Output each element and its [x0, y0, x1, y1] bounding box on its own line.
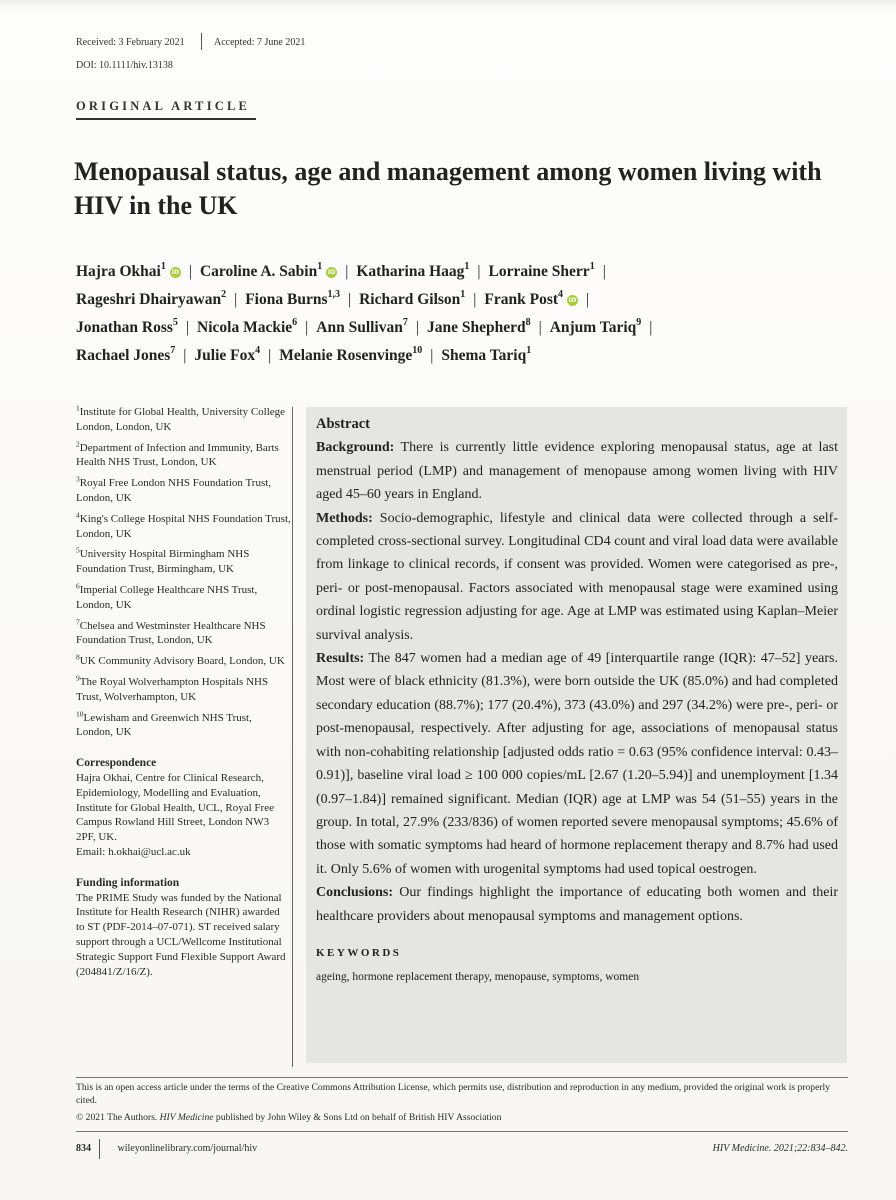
section-underline [76, 118, 256, 120]
keywords-list: ageing, hormone replacement therapy, menopause, symptoms, women [316, 971, 640, 984]
affiliation: $^9$The Royal Wolverhampton Hospitals NHS Trust, Wolverhampton, UK [76, 673, 269, 703]
author[interactable]: Jane Shepherd$^8$ [426, 316, 531, 336]
funding-heading: Funding information [76, 876, 180, 889]
author-line: Rageshri Dhairyawan$^2$ | Fiona Burns$^{1,3}$ | Richard Gilson$^1$ | Frank Post$^4$iD | [76, 288, 590, 308]
affiliation: $^6$Imperial College Healthcare NHS Trust, London, UK [76, 581, 258, 611]
license-note: This is an open access article under the terms of the Creative Commons Attribution License, which permits use, distribution and reproduction in any medium, provided the original work is properly cited. [76, 1082, 831, 1106]
author[interactable]: Richard Gilson$^1$ [359, 288, 466, 308]
correspondence-heading: Correspondence [76, 757, 157, 770]
abstract-background: Background: There is currently little evidence exploring menopausal status, age at last menstrual period (LMP) and management of menopause among women living with HIV aged 45–60 years in England. [316, 440, 838, 503]
author[interactable]: Julie Fox$^4$ [194, 344, 261, 364]
doi-link[interactable]: DOI: 10.1111/hiv.13138 [76, 60, 173, 71]
author[interactable]: Nicola Mackie$^6$ [197, 316, 298, 336]
funding-text: The PRIME Study was funded by the National Institute for Health Research (NIHR) awarded to ST (PDF-2014–07-071). ST received salary support through a UCL/Wellcome Institutional Strategic Support Fund Flexible Support Award (204841/Z/16/Z). [76, 891, 286, 978]
footer-left [76, 1143, 257, 1154]
author[interactable]: Ann Sullivan$^7$ [316, 316, 408, 336]
journal-citation: HIV Medicine. 2021;22:834–842. [712, 1143, 848, 1154]
received-date: Received: 3 February 2021 [76, 37, 185, 48]
author[interactable]: Lorraine Sherr$^1$ [488, 260, 595, 280]
author[interactable]: Katharina Haag$^1$ [356, 260, 470, 280]
author[interactable]: Caroline A. Sabin$^1$iD [199, 260, 336, 280]
column-divider [292, 407, 293, 1067]
author[interactable]: Rachael Jones$^7$ [76, 344, 176, 364]
abstract-methods: Methods: Socio-demographic, lifestyle and clinical data were collected through a self-completed cross-sectional survey. Longitudinal CD4 count and viral load data were available from linkage to clinical records, if consent was provided. Women were categorised as pre-, peri- or post-menopausal. Factors associated with menopausal stage were examined using ordinal logistic regression adjusting for age. Age at LMP was estimated using Kaplan–Meier survival analysis. [316, 510, 838, 643]
abstract-conclusions: Conclusions: Our findings highlight the importance of educating both women and their healthcare providers about menopausal symptoms and management options. [316, 885, 839, 924]
affiliation: $^5$University Hospital Birmingham NHS Foundation Trust, Birmingham, UK [76, 545, 250, 576]
page-number: 834 [76, 1143, 91, 1154]
keywords-heading: KEYWORDS [316, 946, 402, 959]
orcid-icon[interactable]: iD [171, 268, 180, 276]
footer-rule [76, 1131, 848, 1132]
abstract-content [316, 413, 838, 985]
affiliation: $^4$King's College Hospital NHS Foundation Trust, London, UK [76, 510, 291, 540]
author-list [76, 258, 836, 370]
author[interactable]: Hajra Okhai$^1$iD [76, 260, 180, 280]
affiliation: $^2$Department of Infection and Immunity, Barts Health NHS Trust, London, UK [76, 438, 279, 469]
author[interactable]: Fiona Burns$^{1,3}$ [245, 288, 340, 308]
affiliation: $^8$UK Community Advisory Board, London, UK [76, 652, 285, 668]
accepted-date: Accepted: 7 June 2021 [214, 37, 306, 48]
footer-divider [99, 1139, 100, 1159]
affiliation: $^3$Royal Free London NHS Foundation Trust, London, UK [76, 474, 272, 504]
abstract-results: Results: The 847 women had a median age of 49 [interquartile range (IQR): 47–52] years. Most were of black ethnicity (81.3%), were born outside the UK (85.0%) and had completed secondary education (88.7%); 177 (20.4%), 373 (43.0%) and 297 (34.2%) were pre-, peri- or post-menopausal, respectively. After adjusting for age, associations of menopausal status with non-cohabiting relationship [adjusted odds ratio = 0.63 (95% confidence interval: 0.43–0.91)], baseline viral load ≥ 100 000 copies/mL [2.67 (1.20–5.94)] and unemployment [1.34 (0.97–1.84)] remained significant. Median (IQR) age at LMP was 54 (51–55) years in the group. In total, 27.9% (233/836) of women reported severe menopausal symptoms; 45.6% of those with somatic symptoms had heard of hormone replacement therapy and 8.7% had used it. Only 5.6% of women with urogenital symptoms had used topical oestrogen. [316, 651, 838, 877]
article-type-label: ORIGINAL ARTICLE [76, 99, 251, 113]
author[interactable]: Frank Post$^4$iD [484, 288, 577, 308]
affiliation: $^{10}$Lewisham and Greenwich NHS Trust, London, UK [76, 708, 252, 739]
author[interactable]: Jonathan Ross$^5$ [76, 316, 178, 336]
affiliation: $^1$Institute for Global Health, University College London, London, UK [76, 403, 286, 433]
correspondence-text: Hajra Okhai, Centre for Clinical Research, Epidemiology, Modelling and Evaluation, Institute for Global Health, UCL, Royal Free Campus Rowland Hill Street, London NW3 2PF, UK. [76, 771, 274, 844]
author[interactable]: Rageshri Dhairyawan$^2$ [76, 288, 227, 308]
author-line: Jonathan Ross$^5$ | Nicola Mackie$^6$ | Ann Sullivan$^7$ | Jane Shepherd$^8$ | Anjum Tariq$^9$ | [76, 316, 653, 336]
journal-url[interactable]: wileyonlinelibrary.com/journal/hiv [117, 1143, 258, 1154]
author[interactable]: Anjum Tariq$^9$ [549, 316, 642, 336]
correspondence-email[interactable]: Email: h.okhai@ucl.ac.uk [76, 845, 191, 858]
author[interactable]: Shema Tariq$^1$ [441, 344, 532, 364]
orcid-icon[interactable]: iD [327, 268, 336, 276]
footnote-rule [76, 1077, 848, 1078]
copyright-note: © 2021 The Authors. HIV Medicine published by John Wiley & Sons Ltd on behalf of British HIV Association [76, 1112, 502, 1123]
article-title: Menopausal status, age and management among women living with HIV in the UK [74, 157, 822, 220]
author-line: Rachael Jones$^7$ | Julie Fox$^4$ | Melanie Rosenvinge$^{10}$ | Shema Tariq$^1$ [76, 344, 532, 364]
sidebar-info [76, 405, 291, 979]
abstract-title: Abstract [316, 416, 370, 432]
author-line: Hajra Okhai$^1$iD | Caroline A. Sabin$^1$iD | Katharina Haag$^1$ | Lorraine Sherr$^1$ | [76, 260, 606, 280]
author[interactable]: Melanie Rosenvinge$^{10}$ [279, 344, 423, 364]
header-divider [201, 33, 202, 50]
affiliation: $^7$Chelsea and Westminster Healthcare NHS Foundation Trust, London, UK [76, 616, 266, 647]
orcid-icon[interactable]: iD [568, 296, 577, 304]
